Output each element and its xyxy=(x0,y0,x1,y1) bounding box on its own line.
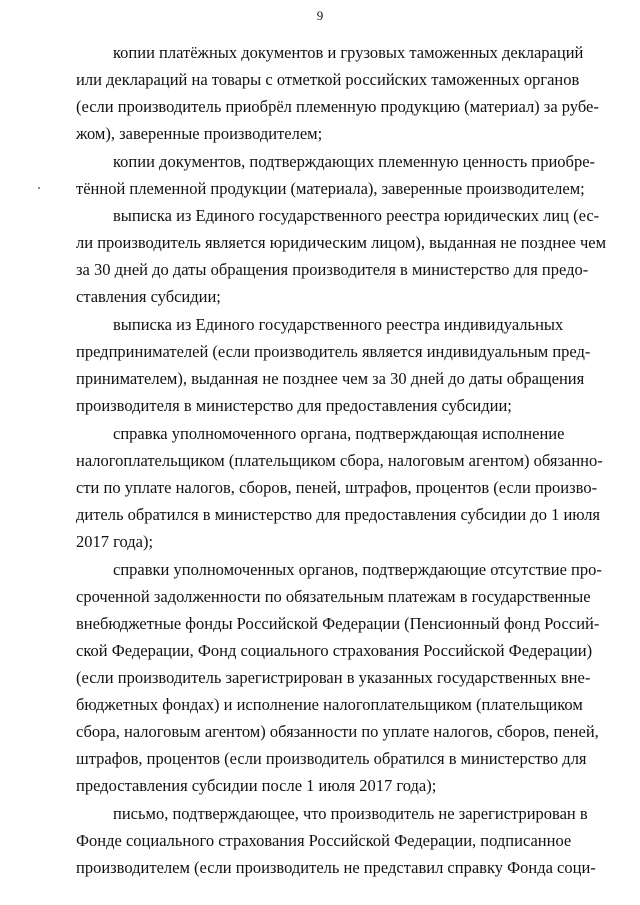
text-line: бюджетных фондах) и исполнение налогоплательщиком (плательщиком xyxy=(76,695,583,714)
text-line: за 30 дней до даты обращения производителя в министерство для предо- xyxy=(76,260,589,279)
text-line: ставления субсидии; xyxy=(76,287,221,306)
text-line: принимателем), выданная не позднее чем за 30 дней до даты обращения xyxy=(76,369,585,388)
text-line: выписка из Единого государственного реестра юридических лиц (ес- xyxy=(113,206,600,225)
text-line: производителя в министерство для предоставления субсидии; xyxy=(76,396,512,415)
text-line: налогоплательщиком (плательщиком сбора, налоговым агентом) обязанно- xyxy=(76,451,603,470)
text-line: предоставления субсидии после 1 июля 2017 года); xyxy=(76,776,437,795)
text-line: или деклараций на товары с отметкой российских таможенных органов xyxy=(76,70,580,89)
text-line: сроченной задолженности по обязательным платежам в государственные xyxy=(76,587,591,606)
text-line: тённой племенной продукции (материала), заверенные производителем; xyxy=(76,179,585,198)
text-line: выписка из Единого государственного реестра индивидуальных xyxy=(113,315,564,334)
text-line: дитель обратился в министерство для предоставления субсидии до 1 июля xyxy=(76,505,601,524)
text-line: копии документов, подтверждающих племенную ценность приобре- xyxy=(113,152,596,171)
text-line: штрафов, процентов (если производитель обратился в министерство для xyxy=(76,749,587,768)
text-line: предпринимателей (если производитель является индивидуальным пред- xyxy=(76,342,591,361)
text-line: письмо, подтверждающее, что производитель не зарегистрирован в xyxy=(113,804,588,823)
text-line: производителем (если производитель не представил справку Фонда соци- xyxy=(76,858,596,877)
text-line: сти по уплате налогов, сборов, пеней, штрафов, процентов (если произво- xyxy=(76,478,598,497)
text-line: (если производитель зарегистрирован в указанных государственных вне- xyxy=(76,668,591,687)
text-line: внебюджетные фонды Российской Федерации (Пенсионный фонд Россий- xyxy=(76,614,600,633)
text-line: жом), заверенные производителем; xyxy=(76,124,323,143)
text-line: (если производитель приобрёл племенную продукцию (материал) за рубе- xyxy=(76,97,599,116)
text-line: сбора, налоговым агентом) обязанности по уплате налогов, сборов, пеней, xyxy=(76,722,599,741)
text-line: ской Федерации, Фонд социального страхования Российской Федерации) xyxy=(76,641,593,660)
text-line: справка уполномоченного органа, подтверждающая исполнение xyxy=(113,424,565,443)
text-line: Фонде социального страхования Российской Федерации, подписанное xyxy=(76,831,572,850)
text-line: справки уполномоченных органов, подтверждающие отсутствие про- xyxy=(113,560,602,579)
text-line: копии платёжных документов и грузовых таможенных деклараций xyxy=(113,43,584,62)
text-line: ли производитель является юридическим лицом), выданная не позднее чем xyxy=(76,233,607,252)
page-number: 9 xyxy=(316,8,324,23)
margin-mark xyxy=(38,187,40,189)
text-line: 2017 года); xyxy=(76,532,154,551)
